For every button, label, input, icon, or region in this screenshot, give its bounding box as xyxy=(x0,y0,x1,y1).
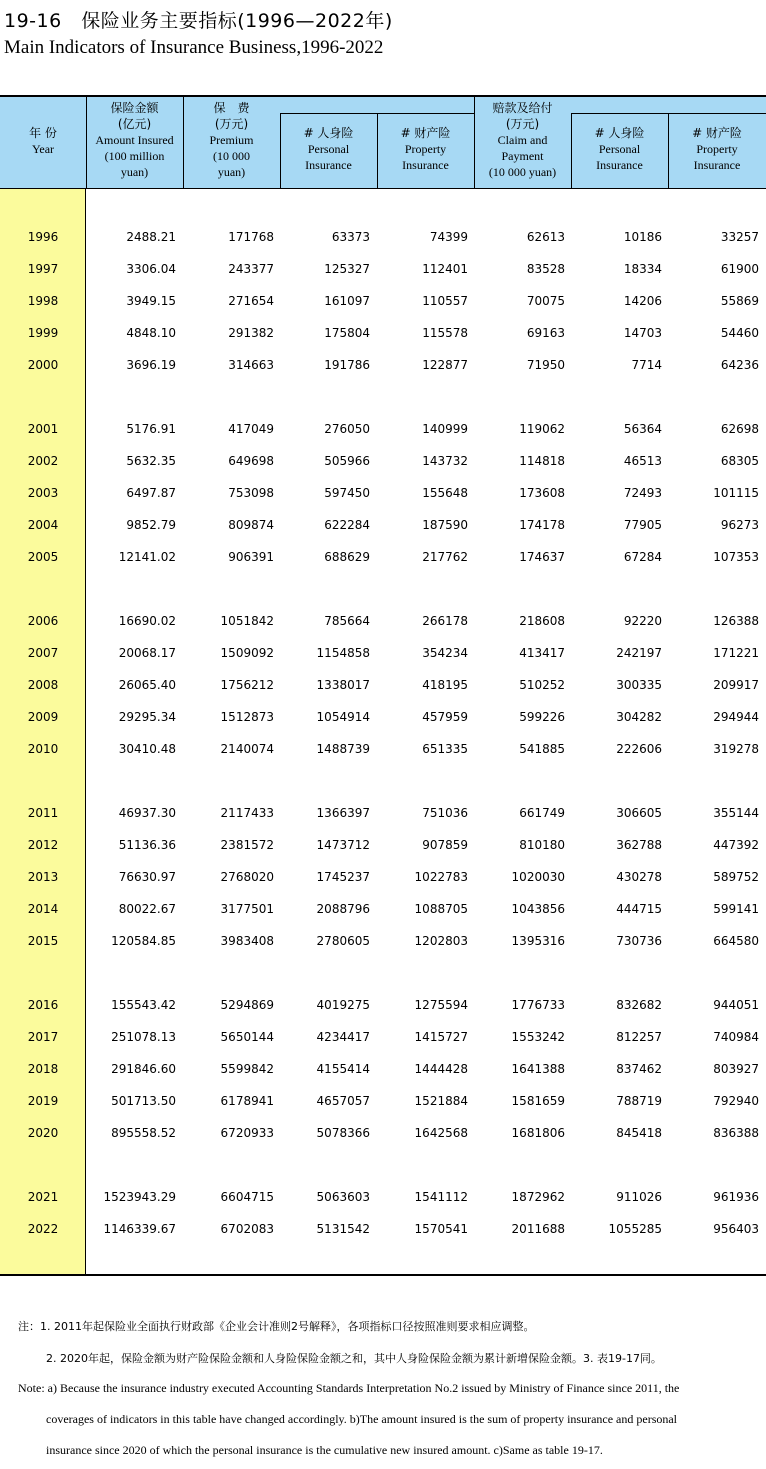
cell-p-property: 354234 xyxy=(422,646,468,660)
cell-c-property: 33257 xyxy=(720,230,759,244)
cell-claim: 510252 xyxy=(519,678,565,692)
cell-claim: 69163 xyxy=(526,326,565,340)
row-year: 2005 xyxy=(27,550,59,564)
cell-c-personal: 730736 xyxy=(616,934,662,948)
cell-p-personal: 191786 xyxy=(324,358,370,372)
cell-p-personal: 1054914 xyxy=(316,710,370,724)
cell-c-personal: 222606 xyxy=(616,742,662,756)
page-title-cn: 19-16 保险业务主要指标(1996—2022年) xyxy=(4,10,393,32)
cell-c-property: 64236 xyxy=(720,358,759,372)
cell-p-personal: 1745237 xyxy=(316,870,370,884)
cell-c-property: 68305 xyxy=(720,454,759,468)
cell-p-property: 1541112 xyxy=(414,1190,468,1204)
header-amount-insured: 保险金额 (亿元) Amount Insured (100 million yuan) xyxy=(95,101,174,179)
cell-claim: 1553242 xyxy=(511,1030,565,1044)
cell-c-property: 96273 xyxy=(720,518,759,532)
cell-claim: 174178 xyxy=(519,518,565,532)
cell-premium: 291382 xyxy=(228,326,274,340)
cell-c-personal: 362788 xyxy=(616,838,662,852)
cell-premium: 5650144 xyxy=(220,1030,274,1044)
row-year: 2015 xyxy=(27,934,59,948)
cell-p-personal: 63373 xyxy=(331,230,370,244)
table-row xyxy=(0,291,766,311)
cell-premium: 906391 xyxy=(228,550,274,564)
cell-premium: 6720933 xyxy=(220,1126,274,1140)
table-row xyxy=(0,739,766,759)
cell-claim: 1776733 xyxy=(511,998,565,1012)
table-row xyxy=(0,259,766,279)
table-row xyxy=(0,931,766,951)
cell-c-personal: 46513 xyxy=(623,454,662,468)
cell-c-property: 319278 xyxy=(713,742,759,756)
cell-premium: 6604715 xyxy=(220,1190,274,1204)
note-en-2: coverages of indicators in this table have changed accordingly. b)The amount insured is the sum of property insurance and personal xyxy=(46,1412,678,1426)
table-row xyxy=(0,867,766,887)
cell-p-personal: 175804 xyxy=(324,326,370,340)
cell-p-personal: 5063603 xyxy=(316,1190,370,1204)
cell-claim: 1043856 xyxy=(511,902,565,916)
year-column-band xyxy=(0,189,86,1274)
cell-p-personal: 2780605 xyxy=(316,934,370,948)
page-title-en: Main Indicators of Insurance Business,1996-2022 xyxy=(4,37,384,58)
cell-p-personal: 1338017 xyxy=(316,678,370,692)
cell-c-personal: 56364 xyxy=(623,422,662,436)
cell-amount: 3696.19 xyxy=(126,358,176,372)
header-premium-property: # 财产险 Property Insurance xyxy=(400,126,451,172)
cell-p-property: 751036 xyxy=(422,806,468,820)
cell-premium: 5294869 xyxy=(220,998,274,1012)
note-en-3: insurance since 2020 of which the personal insurance is the cumulative new insured amount. c)Same as table 19-17. xyxy=(46,1443,603,1457)
table-row xyxy=(0,227,766,247)
cell-c-property: 836388 xyxy=(713,1126,759,1140)
cell-p-property: 1570541 xyxy=(414,1222,468,1236)
cell-c-personal: 430278 xyxy=(616,870,662,884)
cell-p-property: 1022783 xyxy=(414,870,468,884)
cell-claim: 1020030 xyxy=(511,870,565,884)
cell-c-personal: 77905 xyxy=(623,518,662,532)
cell-p-property: 1088705 xyxy=(414,902,468,916)
row-year: 2000 xyxy=(27,358,59,372)
cell-c-property: 171221 xyxy=(713,646,759,660)
cell-amount: 5176.91 xyxy=(126,422,176,436)
cell-amount: 46937.30 xyxy=(118,806,176,820)
table-top-rule xyxy=(0,95,766,97)
row-year: 2016 xyxy=(27,998,59,1012)
row-year: 2009 xyxy=(27,710,59,724)
cell-claim: 1641388 xyxy=(511,1062,565,1076)
cell-c-property: 294944 xyxy=(713,710,759,724)
cell-c-personal: 18334 xyxy=(623,262,662,276)
table-row xyxy=(0,547,766,567)
table-row xyxy=(0,995,766,1015)
cell-p-property: 110557 xyxy=(422,294,468,308)
cell-p-personal: 597450 xyxy=(324,486,370,500)
cell-c-property: 61900 xyxy=(720,262,759,276)
cell-claim: 1872962 xyxy=(511,1190,565,1204)
row-year: 2019 xyxy=(27,1094,59,1108)
cell-premium: 3177501 xyxy=(220,902,274,916)
cell-amount: 1523943.29 xyxy=(103,1190,176,1204)
table-bottom-rule xyxy=(0,1274,766,1276)
cell-claim: 2011688 xyxy=(511,1222,565,1236)
row-year: 1996 xyxy=(27,230,59,244)
cell-claim: 541885 xyxy=(519,742,565,756)
header-premium: 保 费 (万元) Premium (10 000 yuan) xyxy=(209,101,254,179)
cell-amount: 251078.13 xyxy=(111,1030,176,1044)
cell-p-property: 112401 xyxy=(422,262,468,276)
cell-claim: 599226 xyxy=(519,710,565,724)
cell-c-property: 62698 xyxy=(720,422,759,436)
cell-amount: 20068.17 xyxy=(118,646,176,660)
note-en-1: Note: a) Because the insurance industry executed Accounting Standards Interpretation No.2 issued by Ministry of Finance since 2011, the xyxy=(18,1381,680,1395)
row-year: 2007 xyxy=(27,646,59,660)
cell-c-property: 803927 xyxy=(713,1062,759,1076)
cell-c-property: 447392 xyxy=(713,838,759,852)
cell-c-personal: 242197 xyxy=(616,646,662,660)
cell-c-property: 599141 xyxy=(713,902,759,916)
cell-premium: 753098 xyxy=(228,486,274,500)
cell-amount: 76630.97 xyxy=(118,870,176,884)
cell-c-personal: 300335 xyxy=(616,678,662,692)
cell-p-property: 155648 xyxy=(422,486,468,500)
cell-p-personal: 1154858 xyxy=(316,646,370,660)
row-year: 2002 xyxy=(27,454,59,468)
cell-c-property: 101115 xyxy=(713,486,759,500)
cell-amount: 155543.42 xyxy=(111,998,176,1012)
cell-c-property: 55869 xyxy=(720,294,759,308)
cell-c-property: 355144 xyxy=(713,806,759,820)
cell-p-property: 418195 xyxy=(422,678,468,692)
cell-amount: 30410.48 xyxy=(118,742,176,756)
note-cn-2: 2. 2020年起，保险金额为财产险保险金额和人身险保险金额之和，其中人身险保险金额为累计新增保险金额。3. 表19-17同。 xyxy=(46,1352,662,1365)
cell-premium: 2768020 xyxy=(220,870,274,884)
cell-c-personal: 911026 xyxy=(616,1190,662,1204)
cell-p-personal: 1488739 xyxy=(316,742,370,756)
indicators-table xyxy=(0,95,766,1276)
table-row xyxy=(0,899,766,919)
cell-c-personal: 92220 xyxy=(623,614,662,628)
cell-c-personal: 72493 xyxy=(623,486,662,500)
row-year: 2022 xyxy=(27,1222,59,1236)
cell-claim: 71950 xyxy=(526,358,565,372)
cell-p-personal: 125327 xyxy=(324,262,370,276)
cell-p-property: 217762 xyxy=(422,550,468,564)
cell-c-personal: 444715 xyxy=(616,902,662,916)
cell-amount: 3949.15 xyxy=(126,294,176,308)
cell-c-property: 956403 xyxy=(713,1222,759,1236)
table-row xyxy=(0,1091,766,1111)
cell-p-property: 115578 xyxy=(422,326,468,340)
cell-c-personal: 7714 xyxy=(631,358,662,372)
note-cn-1: 注：1. 2011年起保险业全面执行财政部《企业会计准则2号解释》，各项指标口径按照准则要求相应调整。 xyxy=(18,1320,535,1333)
cell-amount: 80022.67 xyxy=(118,902,176,916)
cell-c-property: 664580 xyxy=(713,934,759,948)
cell-claim: 1581659 xyxy=(511,1094,565,1108)
table-row xyxy=(0,355,766,375)
row-year: 2011 xyxy=(27,806,59,820)
cell-p-personal: 4155414 xyxy=(316,1062,370,1076)
cell-p-personal: 4657057 xyxy=(316,1094,370,1108)
header-claim-personal: # 人身险 Personal Insurance xyxy=(594,126,645,172)
table-row xyxy=(0,323,766,343)
cell-premium: 171768 xyxy=(228,230,274,244)
cell-p-property: 1642568 xyxy=(414,1126,468,1140)
cell-amount: 120584.85 xyxy=(111,934,176,948)
row-year: 2012 xyxy=(27,838,59,852)
table-row xyxy=(0,707,766,727)
cell-premium: 3983408 xyxy=(220,934,274,948)
cell-c-personal: 832682 xyxy=(616,998,662,1012)
cell-claim: 70075 xyxy=(526,294,565,308)
table-row xyxy=(0,611,766,631)
cell-premium: 5599842 xyxy=(220,1062,274,1076)
header-year: 年 份 Year xyxy=(29,126,57,156)
table-row xyxy=(0,675,766,695)
cell-c-personal: 1055285 xyxy=(608,1222,662,1236)
row-year: 2013 xyxy=(27,870,59,884)
cell-p-property: 266178 xyxy=(422,614,468,628)
table-row xyxy=(0,1027,766,1047)
cell-p-property: 651335 xyxy=(422,742,468,756)
table-row xyxy=(0,1059,766,1079)
cell-c-personal: 304282 xyxy=(616,710,662,724)
cell-p-property: 74399 xyxy=(429,230,468,244)
cell-c-personal: 10186 xyxy=(623,230,662,244)
cell-premium: 417049 xyxy=(228,422,274,436)
cell-amount: 2488.21 xyxy=(126,230,176,244)
cell-amount: 895558.52 xyxy=(111,1126,176,1140)
cell-p-property: 1521884 xyxy=(414,1094,468,1108)
cell-c-personal: 306605 xyxy=(616,806,662,820)
cell-p-personal: 1473712 xyxy=(316,838,370,852)
cell-amount: 1146339.67 xyxy=(103,1222,176,1236)
cell-premium: 243377 xyxy=(228,262,274,276)
cell-premium: 314663 xyxy=(228,358,274,372)
cell-claim: 810180 xyxy=(519,838,565,852)
cell-p-personal: 688629 xyxy=(324,550,370,564)
cell-amount: 4848.10 xyxy=(126,326,176,340)
cell-c-property: 944051 xyxy=(713,998,759,1012)
row-year: 1998 xyxy=(27,294,59,308)
cell-c-property: 792940 xyxy=(713,1094,759,1108)
cell-amount: 5632.35 xyxy=(126,454,176,468)
header-divider xyxy=(571,113,766,114)
table-row xyxy=(0,835,766,855)
cell-premium: 1509092 xyxy=(220,646,274,660)
table-row xyxy=(0,451,766,471)
cell-c-personal: 14703 xyxy=(623,326,662,340)
cell-claim: 661749 xyxy=(519,806,565,820)
cell-p-personal: 5078366 xyxy=(316,1126,370,1140)
cell-c-property: 209917 xyxy=(713,678,759,692)
cell-claim: 119062 xyxy=(519,422,565,436)
cell-premium: 271654 xyxy=(228,294,274,308)
cell-premium: 6702083 xyxy=(220,1222,274,1236)
table-row xyxy=(0,1187,766,1207)
cell-amount: 9852.79 xyxy=(126,518,176,532)
row-year: 2017 xyxy=(27,1030,59,1044)
cell-c-property: 740984 xyxy=(713,1030,759,1044)
row-year: 2014 xyxy=(27,902,59,916)
row-year: 2018 xyxy=(27,1062,59,1076)
cell-claim: 62613 xyxy=(526,230,565,244)
cell-amount: 501713.50 xyxy=(111,1094,176,1108)
cell-c-property: 589752 xyxy=(713,870,759,884)
cell-p-property: 907859 xyxy=(422,838,468,852)
cell-p-personal: 1366397 xyxy=(316,806,370,820)
cell-amount: 3306.04 xyxy=(126,262,176,276)
cell-c-personal: 845418 xyxy=(616,1126,662,1140)
cell-premium: 809874 xyxy=(228,518,274,532)
cell-p-property: 1202803 xyxy=(414,934,468,948)
cell-p-personal: 2088796 xyxy=(316,902,370,916)
cell-p-property: 140999 xyxy=(422,422,468,436)
cell-claim: 1681806 xyxy=(511,1126,565,1140)
row-year: 2021 xyxy=(27,1190,59,1204)
cell-p-personal: 276050 xyxy=(324,422,370,436)
row-year: 2001 xyxy=(27,422,59,436)
table-row xyxy=(0,643,766,663)
cell-p-property: 1415727 xyxy=(414,1030,468,1044)
cell-p-property: 187590 xyxy=(422,518,468,532)
cell-p-property: 1275594 xyxy=(414,998,468,1012)
cell-p-property: 143732 xyxy=(422,454,468,468)
table-row xyxy=(0,419,766,439)
cell-p-personal: 622284 xyxy=(324,518,370,532)
header-divider xyxy=(280,113,474,114)
cell-amount: 291846.60 xyxy=(111,1062,176,1076)
cell-amount: 51136.36 xyxy=(118,838,176,852)
cell-c-property: 54460 xyxy=(720,326,759,340)
row-year: 1997 xyxy=(27,262,59,276)
row-year: 2004 xyxy=(27,518,59,532)
cell-c-personal: 812257 xyxy=(616,1030,662,1044)
row-year: 2010 xyxy=(27,742,59,756)
table-row xyxy=(0,1123,766,1143)
cell-c-property: 107353 xyxy=(713,550,759,564)
cell-c-personal: 14206 xyxy=(623,294,662,308)
cell-claim: 174637 xyxy=(519,550,565,564)
cell-premium: 649698 xyxy=(228,454,274,468)
cell-claim: 413417 xyxy=(519,646,565,660)
cell-premium: 6178941 xyxy=(220,1094,274,1108)
cell-p-property: 457959 xyxy=(422,710,468,724)
header-claim-payment: 赔款及给付 (万元) Claim and Payment (10 000 yuan) xyxy=(488,101,557,179)
header-claim-property: # 财产险 Property Insurance xyxy=(692,126,742,172)
table-row xyxy=(0,1219,766,1239)
cell-c-property: 961936 xyxy=(713,1190,759,1204)
cell-claim: 114818 xyxy=(519,454,565,468)
cell-c-property: 126388 xyxy=(713,614,759,628)
cell-premium: 2140074 xyxy=(220,742,274,756)
cell-p-personal: 161097 xyxy=(324,294,370,308)
cell-p-personal: 5131542 xyxy=(316,1222,370,1236)
row-year: 2008 xyxy=(27,678,59,692)
cell-p-personal: 4234417 xyxy=(316,1030,370,1044)
row-year: 1999 xyxy=(27,326,59,340)
cell-p-personal: 785664 xyxy=(324,614,370,628)
cell-claim: 83528 xyxy=(526,262,565,276)
cell-premium: 2117433 xyxy=(220,806,274,820)
cell-p-property: 122877 xyxy=(422,358,468,372)
cell-premium: 1756212 xyxy=(220,678,274,692)
cell-amount: 29295.34 xyxy=(118,710,176,724)
table-row xyxy=(0,483,766,503)
cell-premium: 1051842 xyxy=(220,614,274,628)
cell-claim: 218608 xyxy=(519,614,565,628)
cell-amount: 16690.02 xyxy=(118,614,176,628)
cell-amount: 26065.40 xyxy=(118,678,176,692)
cell-c-personal: 67284 xyxy=(623,550,662,564)
table-row xyxy=(0,803,766,823)
cell-claim: 1395316 xyxy=(511,934,565,948)
cell-premium: 2381572 xyxy=(220,838,274,852)
row-year: 2006 xyxy=(27,614,59,628)
cell-p-personal: 4019275 xyxy=(316,998,370,1012)
table-row xyxy=(0,515,766,535)
cell-p-property: 1444428 xyxy=(414,1062,468,1076)
cell-amount: 12141.02 xyxy=(118,550,176,564)
cell-amount: 6497.87 xyxy=(126,486,176,500)
header-bottom-rule xyxy=(0,188,766,189)
cell-p-personal: 505966 xyxy=(324,454,370,468)
cell-claim: 173608 xyxy=(519,486,565,500)
cell-c-personal: 788719 xyxy=(616,1094,662,1108)
header-premium-personal: # 人身险 Personal Insurance xyxy=(303,126,354,172)
row-year: 2020 xyxy=(27,1126,59,1140)
cell-c-personal: 837462 xyxy=(616,1062,662,1076)
row-year: 2003 xyxy=(27,486,59,500)
cell-premium: 1512873 xyxy=(220,710,274,724)
